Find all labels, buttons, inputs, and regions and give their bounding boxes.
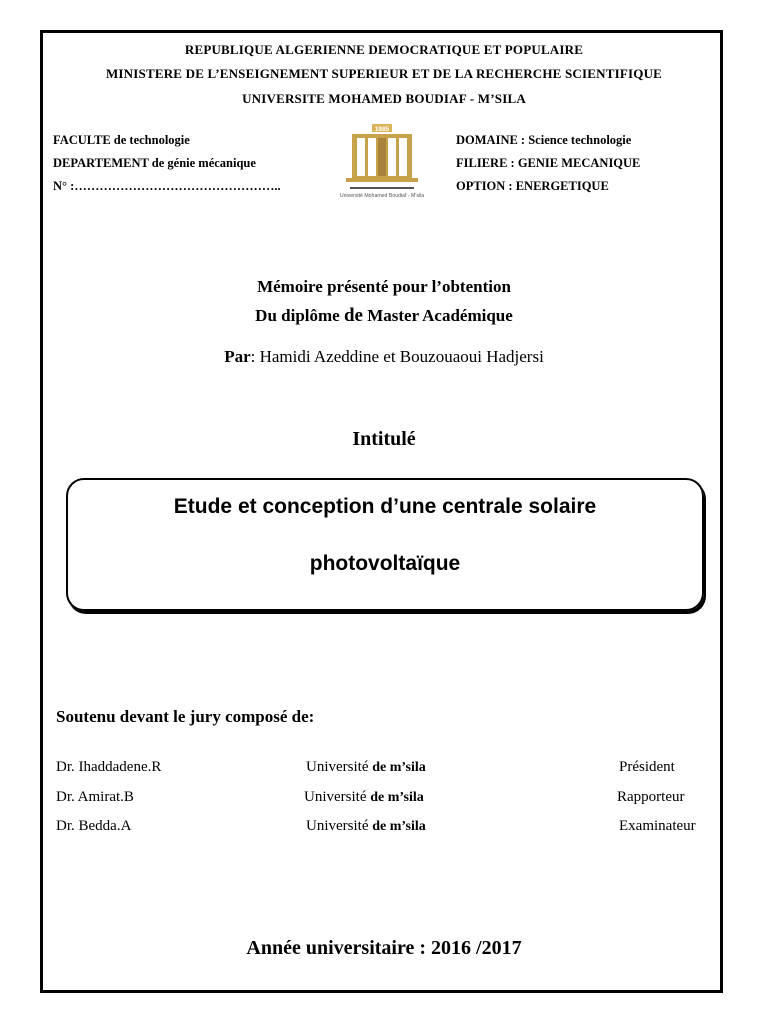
- jury-heading: Soutenu devant le jury composé de:: [56, 707, 315, 726]
- department-label: DEPARTEMENT: [53, 156, 149, 170]
- jury-member-univ: Université: [306, 759, 369, 775]
- domaine-line: DOMAINE : Science technologie: [456, 133, 632, 147]
- jury-member-name: Dr. Ihaddadene.R: [56, 759, 162, 775]
- intitule-label: Intitulé: [352, 428, 416, 450]
- jury-member-affiliation: [306, 759, 426, 776]
- memoire-line2-b: de: [343, 305, 363, 326]
- title-line1: Etude et conception d’une centrale solaire: [173, 495, 597, 518]
- title-line2: photovoltaïque: [309, 552, 461, 575]
- option-line: OPTION : ENERGETIQUE: [456, 179, 609, 193]
- jury-member-role: Président: [619, 759, 675, 775]
- jury-member-name: Dr. Amirat.B: [56, 789, 134, 805]
- jury-member-place: de m’sila: [370, 790, 424, 805]
- jury-member-place: de m’sila: [372, 760, 426, 775]
- memoire-line2: [0, 305, 768, 327]
- logo-year: 1985: [374, 126, 390, 133]
- memoire-line1: Mémoire présenté pour l’obtention: [257, 277, 511, 296]
- jury-member-place: de m’sila: [372, 819, 426, 834]
- jury-member-role: Examinateur: [619, 818, 696, 834]
- authors-names: : Hamidi Azeddine et Bouzouaoui Hadjersi: [250, 347, 544, 366]
- header-republic: REPUBLIQUE ALGERIENNE DEMOCRATIQUE ET POPULAIRE: [184, 42, 584, 57]
- authors-label: Par: [224, 347, 251, 366]
- faculty-value: de technologie: [110, 133, 190, 147]
- filiere-line: FILIERE : GENIE MECANIQUE: [456, 156, 641, 170]
- department-line: [53, 156, 256, 171]
- memoire-line2-c: Master Académique: [362, 306, 513, 325]
- jury-member-role: Rapporteur: [617, 789, 685, 805]
- number-line: N° :…………………………………………..: [53, 179, 281, 193]
- jury-member-univ: Université: [304, 789, 367, 805]
- jury-member-name: Dr. Bedda.A: [56, 818, 132, 834]
- faculty-line: [53, 133, 190, 148]
- jury-member-univ: Université: [306, 818, 369, 834]
- memoire-line2-a: Du diplôme: [255, 306, 344, 325]
- department-value: de génie mécanique: [148, 156, 256, 170]
- jury-member-affiliation: [304, 789, 424, 806]
- jury-member-affiliation: [306, 818, 426, 835]
- header-ministry: MINISTERE DE L’ENSEIGNEMENT SUPERIEUR ET DE LA RECHERCHE SCIENTIFIQUE: [105, 66, 663, 81]
- university-logo-graphic: [330, 122, 434, 202]
- authors-line: [0, 347, 768, 367]
- academic-year: Année universitaire : 2016 /2017: [246, 937, 522, 959]
- header-university: UNIVERSITE MOHAMED BOUDIAF - M’SILA: [242, 91, 526, 106]
- faculty-label: FACULTE: [53, 133, 111, 147]
- university-logo: [330, 122, 434, 202]
- logo-caption: Université Mohamed Boudiaf - M'sila: [339, 193, 425, 199]
